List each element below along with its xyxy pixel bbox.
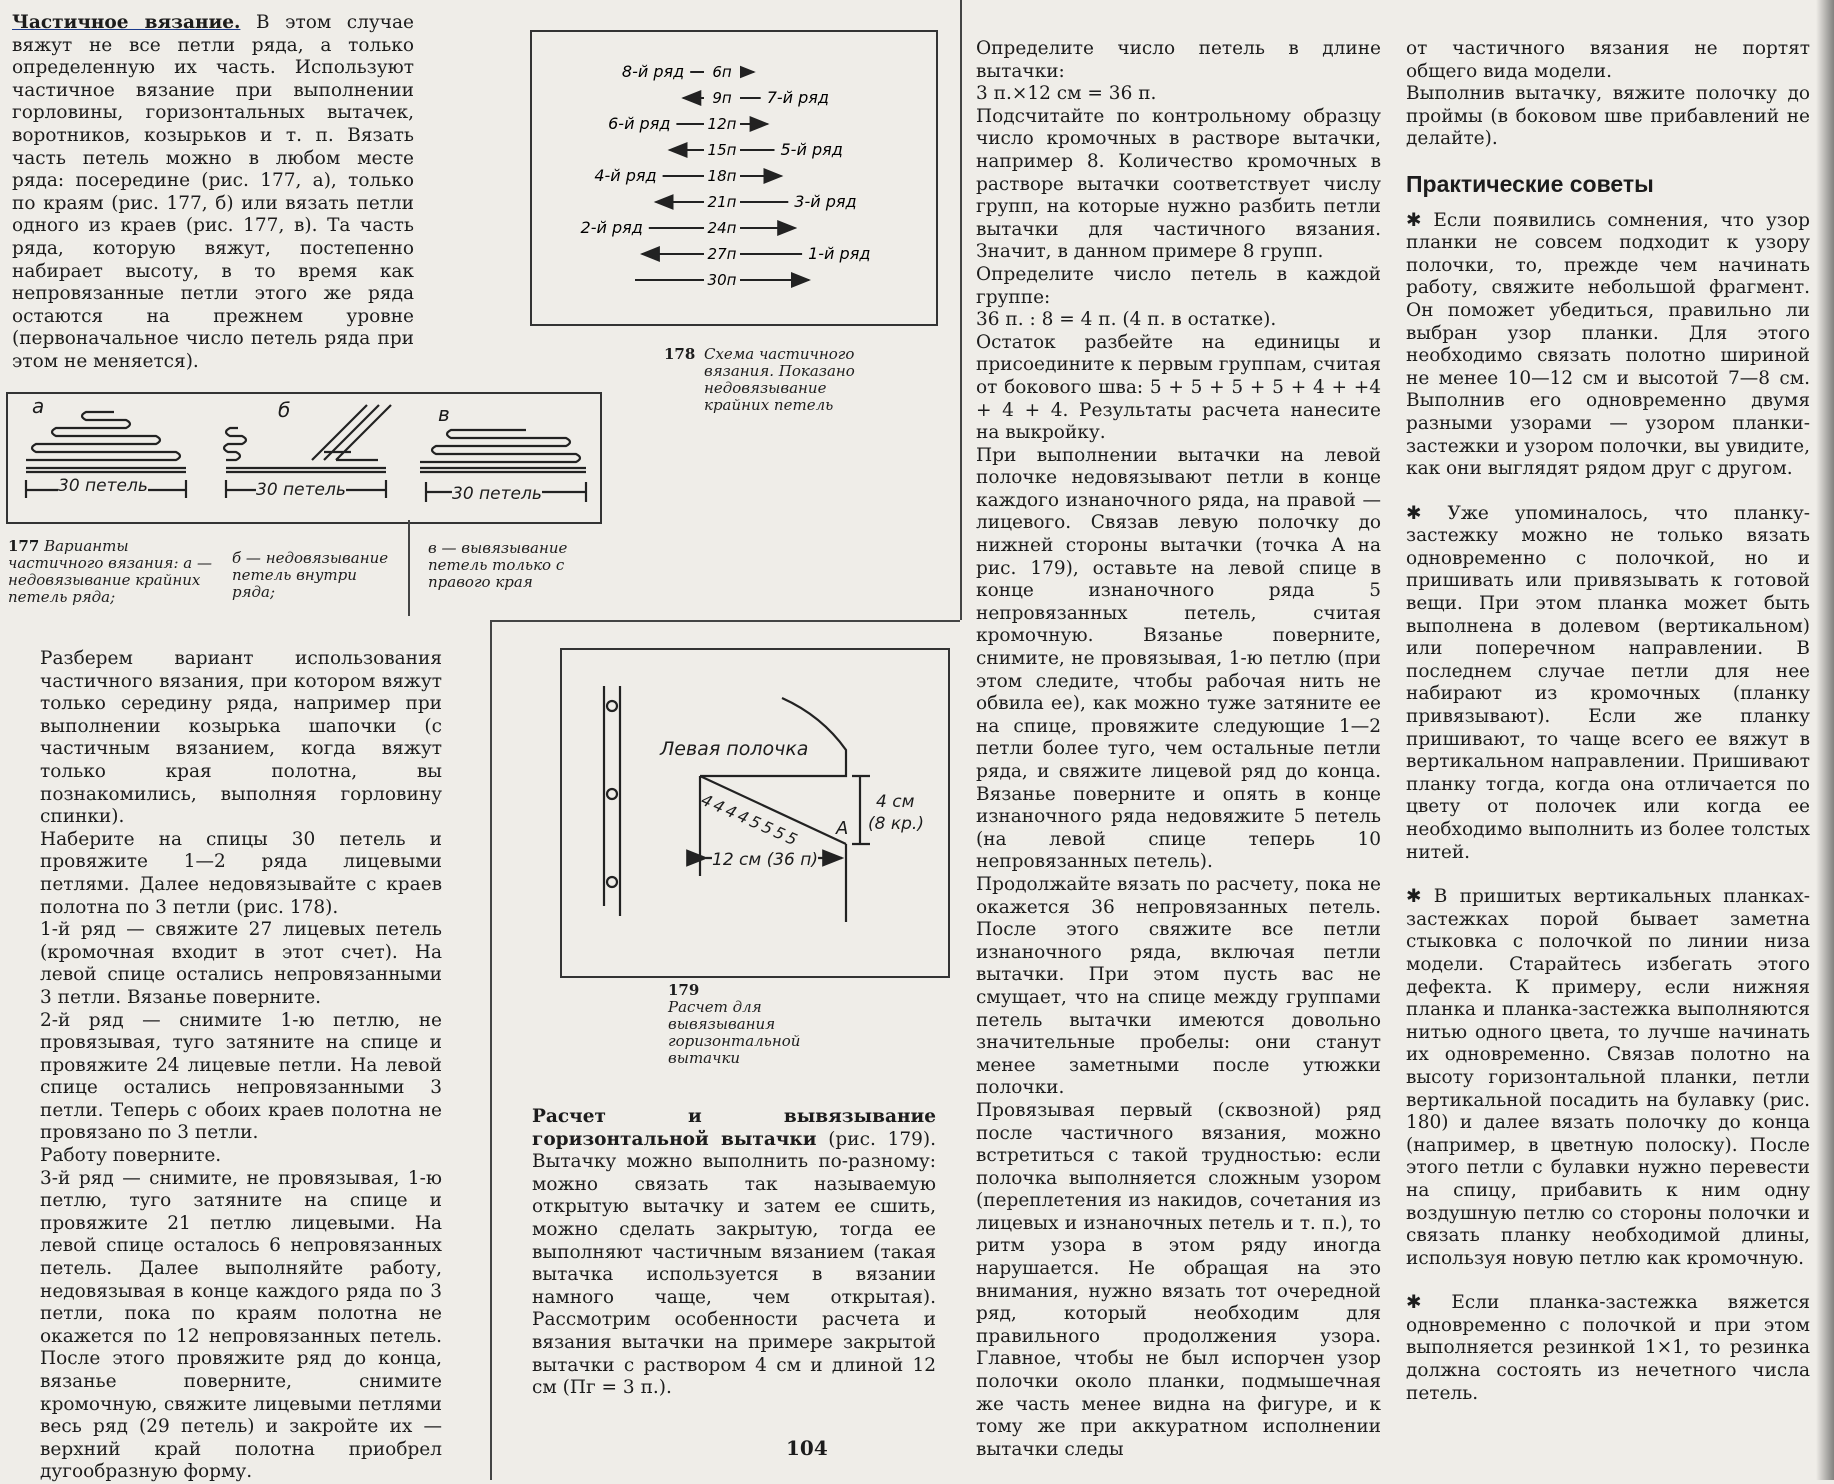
fig178-row-label-8: 1-й ряд (808, 244, 871, 263)
fig177-count-b: 30 петель (256, 480, 346, 500)
col3-p8: Продолжайте вязать по расчету, пока не окажется 36 непровязанных петель. После этого свяжите все петли изнаночного ряда, включая петли вытачки. При этом пусть вас не смущает, что на спице между группами петель вытачки имеются довольно значительные пробелы: они станут менее заметными после утюжки полочки. (976, 873, 1381, 1099)
col3 (976, 38, 1381, 1461)
tip-3: ✱ В пришитых вертикальных планках-застежках порой бывает заметна стыковка с полочкой по линии низа модели. Старайтесь избегать этого дефекта. К примеру, если нижняя планка и планка-застежка выполняются нитью одного цвета, то лучше начинать их одновременно. Связав полотно на высоту горизонтальной планки, петли вертикальной посадить на булавку (рис. 180) и далее вязать полочку до конца (например, в цветную полоску). После этого петли с булавки нужно перевести на спицу, прибавить к ним одну воздушную петлю со стороны полочки и связать планку необходимой длины, используя новую петлю как кромочную. (1406, 886, 1810, 1269)
fig178-row-label-4: 5-й ряд (780, 140, 843, 159)
fig177-caption-a (8, 538, 213, 606)
col3-p5: 36 п. : 8 = 4 п. (4 п. в остатке). (976, 309, 1277, 331)
fig177-caption-a-text: Варианты частичного вязания: а — недовязывание крайних петель ряда; (8, 537, 212, 606)
fig177-label-c: в (438, 402, 450, 426)
fig178-count-6: 21п (707, 193, 737, 211)
fig179-height-edges: (8 кр.) (868, 814, 924, 834)
figure-177-drawing (6, 390, 606, 525)
separator-col2-right (960, 0, 962, 620)
fig178-count-9: 30п (707, 271, 737, 289)
fig178-count-4: 15п (707, 141, 737, 159)
fig179-piece-label: Левая полочка (660, 738, 809, 760)
col3-p9: Провязывая первый (сквозной) ряд после частичного вязания, можно встретиться с такой трудностью: если полочка выполняется сложным узором (переплетения из накидов, сочетания из лицевых и изнаночных петель и т. п.), то ритм узора в этом ряду иногда нарушается. Не обращая на это внимания, нужно вязать тот очередной ряд, который необходим для правильного продолжения узора. Главное, чтобы не был испорчен узор полочки около планки, подмышечная же часть менее видна на фигуре, и к тому же при аккуратном исполнении вытачки следы (976, 1099, 1381, 1460)
col4-intro-2: Выполнив вытачку, вяжите полочку до проймы (в боковом шве прибавлений не делайте). (1406, 83, 1810, 150)
col1-bottom (40, 648, 442, 1484)
col1-top-text: В этом случае вяжут не все петли ряда, а только определенную их часть. Используют частичное вязание при выполнении горловины, горизонтальных вытачек, воротников, козырьков и т. п. Вязать часть петель можно в любом месте ряда: посередине (рис. 177, а), только по краям (рис. 177, б) или вязать петли одного из краев (рис. 177, в). Та часть ряда, которую вяжут, постепенно набирает высоту, в то время как непровязанные петли этого же ряда остаются на прежнем уровне (первоначальное число петель ряда при этом не меняется). (12, 12, 415, 372)
fig177-count-c: 30 петель (452, 484, 542, 504)
fig178-row-label-1: 8-й ряд (621, 62, 685, 81)
col3-p7: При выполнении вытачки на левой полочке недовязывают петли в конце каждого изнаночного ряда, на правой — лицевого. Связав левую полочку до нижней стороны вытачки (точка А на рис. 179), оставьте на левой спице в конце изнаночного ряда 5 непровязанных петель, считая кромочную. Вязанье поверните, снимите, не провязывая, 1-ю петлю (при этом следите, чтобы рабочая нить не обвила ее), как можно туже затяните ее на спице, провяжите следующие 1—2 петли более туго, чем остальные петли ряда, и свяжите лицевой ряд до конца. Вязанье поверните и опять в конце изнаночного ряда недовяжите 5 петель (на левой спице теперь 10 непровязанных петель). (976, 444, 1381, 873)
separator-middle (490, 620, 960, 622)
tip-4: ✱ Если планка-застежка вяжется одновременно с полочкой и при этом выполняется резинкой 1×1, то резинка должна состоять из нечетного числа петель. (1406, 1292, 1810, 1404)
fig178-row-label-7: 2-й ряд (580, 218, 643, 237)
col4-intro-1: от частичного вязания не портят общего вида модели. (1406, 38, 1810, 82)
fig179-number: 179 (668, 981, 700, 999)
fig177-label-a: а (32, 394, 45, 418)
fig177-caption-b: б — недовязывание петель внутри ряда; (232, 549, 389, 601)
separator-col2-left (490, 620, 492, 1480)
fig178-count-3: 12п (707, 115, 737, 133)
fig178-row-label-3: 6-й ряд (608, 114, 671, 133)
separator-col1-right (408, 520, 410, 616)
fig179-width: 12 см (36 п) (712, 850, 819, 870)
section-title-partial-knitting: Частичное вязание. (12, 12, 241, 33)
tip-2: ✱ Уже упоминалось, что планку-застежку можно не только вязать одновременно с полочкой, но и пришивать или привязывать к готовой вещи. При этом планка может быть выполнена в долевом (вертикальном) или поперечном направлении. В последнем случае петли для нее набирают из кромочных (планку привязывают). Если же планку пришивают, то чаще всего ее вяжут в вертикальном направлении. Пришивают планку тогда, когда она отличается по цвету от полочек или когда ее необходимо выполнить из более толстых нитей. (1406, 502, 1810, 863)
fig177-count-a: 30 петель (58, 476, 148, 496)
page-number: 104 (786, 1436, 828, 1460)
fig177-number: 177 (8, 537, 40, 555)
fig178-row-label-5: 4-й ряд (594, 166, 657, 185)
col1-p6: 3-й ряд — снимите, не провязывая, 1-ю петлю, туго затяните на спице и провяжите 21 петлю лицевыми. На левой спице осталось 6 непровязанных петель. Далее выполняйте работу, недовязывая в конце каждого ряда по 3 петли, пока по краям полотна не окажется по 12 непровязанных петель. После этого провяжите ряд до конца, вязанье поверните, снимите кромочную, свяжите лицевыми петлями весь ряд (29 петель) и закройте их — верхний край полотна приобрел дугообразную форму. (40, 1167, 442, 1483)
col1-p3: 1-й ряд — свяжите 27 лицевых петель (кромочная входит в этот счет). На левой спице остались непровязанными 3 петли. Вязанье поверните. (40, 919, 442, 1008)
fig177-label-b: б (278, 398, 291, 422)
fig179-digits: 4 4 4 4 5 5 5 5 (698, 790, 800, 849)
figure-178-rows (532, 32, 936, 324)
fig178-row-label-6: 3-й ряд (794, 192, 857, 211)
fig178-caption (666, 346, 866, 414)
col3-p1: Определите число петель в длине вытачки: (976, 38, 1381, 82)
fig179-height: 4 см (876, 792, 915, 812)
col1-p1: Разберем вариант использования частичного вязания, при котором вяжут только середину ряда, например при выполнении козырька шапочки (с частичным вязанием, когда вяжут только края полотна, вы познакомились, выполняя горловину спинки). (40, 648, 442, 828)
col2-bottom (532, 1106, 936, 1400)
fig178-number: 178 (664, 345, 696, 363)
fig178-count-8: 27п (707, 245, 737, 263)
fig178-row-label-2: 7-й ряд (766, 88, 829, 107)
col1-p2: Наберите на спицы 30 петель и провяжите 1—2 ряда лицевыми петлями. Далее недовязывайте с краев полотна по 3 петли (рис. 178). (40, 828, 442, 918)
fig179-caption (668, 982, 828, 1067)
col2-bottom-text: (рис. 179). Вытачку можно выполнить по-разному: можно связать так называемую открытую вытачку и затем ее сшить, можно сделать закрытую, тогда ее выполняют частичным вязанием (такая вытачка используется в вязании намного чаще, чем открытая). Рассмотрим особенности расчета и вязания вытачки на примере закрытой вытачки с раствором 4 см и длиной 12 см (Пг = 3 п.). (532, 1128, 936, 1399)
fig178-count-2: 9п (712, 89, 732, 107)
fig178-count-7: 24п (707, 219, 737, 237)
fig178-count-1: 6п (712, 63, 732, 81)
fig178-caption-text: Схема частичного вязания. Показано недовязывание крайних петель (704, 345, 855, 414)
fig178-count-5: 18п (707, 167, 737, 185)
tip-1: ✱ Если появились сомнения, что узор планки не совсем подходит к узору полочки, то, прежде чем начинать работу, свяжите небольшой фрагмент. Он поможет убедиться, правильно ли выбран узор планки. Для этого необходимо связать полотно шириной не менее 10—12 см и высотой 7—8 см. Выполнив его одновременно двумя разными узорами — узором планки-застежки и узором полочки, вы увидите, как они выглядят рядом друг с другом. (1406, 209, 1810, 480)
fig177-caption-c: в — вывязывание петель только с правого края (428, 539, 568, 591)
section-title-dart: Расчет и вывязывание горизонтальной вытачки (532, 1106, 936, 1150)
practical-tips-heading: Практические советы (1406, 170, 1654, 197)
col3-p3: Подсчитайте по контрольному образцу число кромочных в растворе вытачки, например 8. Количество кромочных в растворе вытачки соответствует числу групп, на которые нужно разбить петли вытачки для частичного вязания. Значит, в данном примере 8 групп. (976, 105, 1381, 263)
col1-p4: 2-й ряд — снимите 1-ю петлю, не провязывая, туго затяните на спице и провяжите 24 лицевые петли. На левой спице остались непровязанными 3 петли. Теперь с обоих краев полотна не провязано по 3 петли. (40, 1009, 442, 1144)
col4 (1406, 38, 1810, 1405)
fig179-point-a: A (836, 818, 849, 839)
fig179-caption-text: Расчет для вывязывания горизонтальной вытачки (668, 998, 801, 1067)
col3-p6: Остаток разбейте на единицы и присоедините к первым группам, считая от бокового шва: 5 + 5 + 5 + 5 + 4 + +4 + 4 + 4. Результаты расчета нанесите на выкройку. (976, 331, 1381, 444)
col3-p2: 3 п.×12 см = 36 п. (976, 83, 1157, 105)
col1-p5: Работу поверните. (40, 1145, 222, 1167)
page-gutter-shadow (1816, 0, 1834, 1480)
col3-p4: Определите число петель в каждой группе: (976, 263, 1381, 308)
col1-top-paragraph (12, 12, 414, 374)
